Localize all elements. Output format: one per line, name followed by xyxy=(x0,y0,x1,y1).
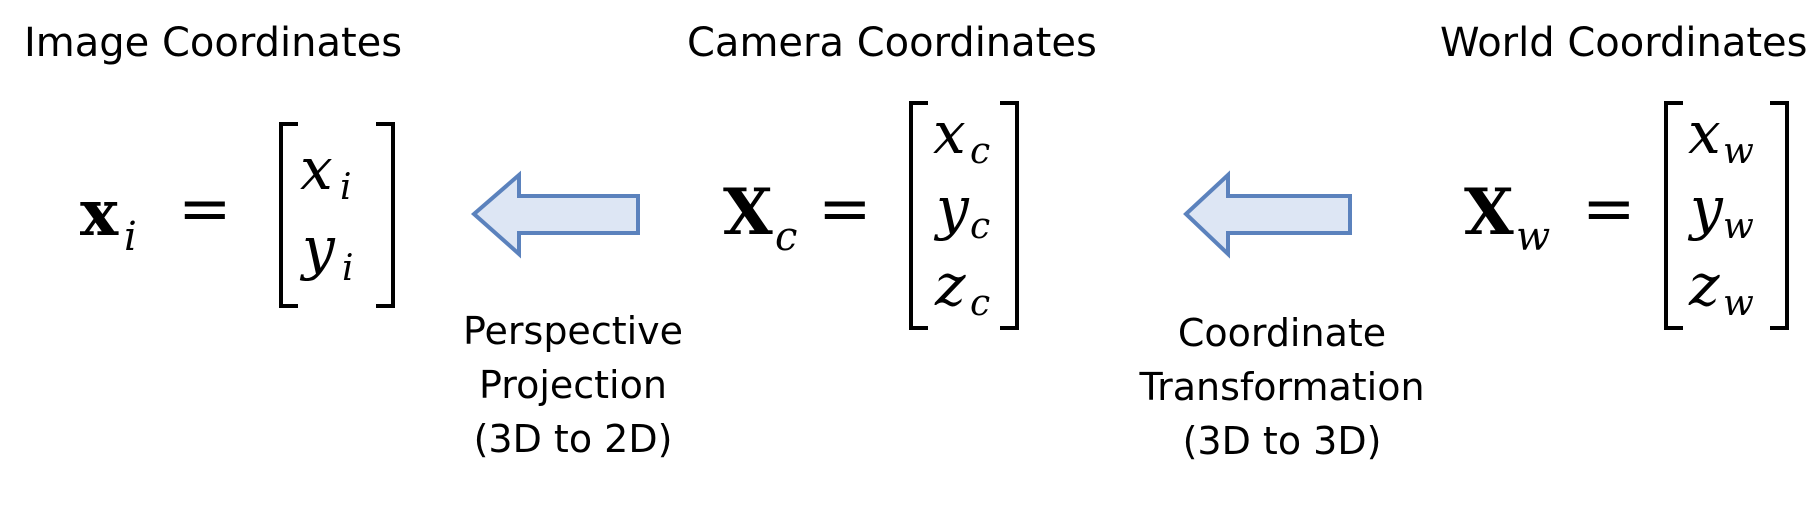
camera-entry-z: z xyxy=(935,251,966,319)
world-left-bracket xyxy=(1666,103,1683,328)
camera-vector-row xyxy=(934,251,990,324)
projection-caption-line: Perspective xyxy=(462,309,684,353)
image-vector-row xyxy=(300,135,352,208)
image-right-bracket xyxy=(376,124,393,306)
transformation-caption xyxy=(1138,311,1424,463)
camera-entry-x: x xyxy=(933,99,966,167)
heading-camera-coordinates: Camera Coordinates xyxy=(687,20,1097,66)
world-subscript: w xyxy=(1516,214,1551,260)
camera-equals: = xyxy=(818,172,872,246)
image-equals: = xyxy=(178,172,232,246)
image-entry-x-sub: i xyxy=(340,167,352,208)
image-entry-x: x xyxy=(300,135,333,203)
image-vector-row xyxy=(299,214,354,289)
transformation-caption-line: (3D to 3D) xyxy=(1182,419,1382,463)
heading-world-coordinates: World Coordinates xyxy=(1440,20,1808,66)
world-vector-row xyxy=(1688,251,1754,324)
image-entry-y: y xyxy=(302,214,335,282)
camera-vector-row xyxy=(933,174,990,247)
camera-left-bracket xyxy=(911,103,928,328)
world-vector-row xyxy=(1688,99,1754,172)
world-entry-x-sub: w xyxy=(1723,131,1754,172)
image-symbol: x xyxy=(80,176,119,251)
image-coordinates-equation xyxy=(80,124,393,306)
world-entry-y: y xyxy=(1690,174,1723,242)
world-vector-row xyxy=(1687,174,1754,247)
image-left-bracket xyxy=(281,124,298,306)
camera-right-bracket xyxy=(1000,103,1017,328)
projection-caption-line: (3D to 2D) xyxy=(473,417,673,461)
heading-image-coordinates: Image Coordinates xyxy=(24,20,403,66)
world-entry-x: x xyxy=(1688,99,1721,167)
camera-vector-row xyxy=(933,99,990,172)
camera-entry-y: y xyxy=(936,174,969,242)
camera-entry-z-sub: c xyxy=(970,283,991,324)
camera-symbol: X xyxy=(723,175,773,250)
image-subscript: i xyxy=(124,214,137,260)
projection-caption-line: Projection xyxy=(479,363,667,407)
world-entry-z: z xyxy=(1689,251,1720,319)
camera-subscript: c xyxy=(775,214,798,260)
world-symbol: X xyxy=(1464,175,1514,250)
world-entry-y-sub: w xyxy=(1723,206,1754,247)
world-coordinates-equation xyxy=(1464,99,1787,328)
camera-entry-x-sub: c xyxy=(970,131,991,172)
camera-entry-y-sub: c xyxy=(970,206,991,247)
world-equals: = xyxy=(1582,172,1636,246)
projection-caption xyxy=(463,309,683,461)
transformation-caption-line: Transformation xyxy=(1139,365,1425,409)
world-right-bracket xyxy=(1770,103,1787,328)
transformation-arrow-icon xyxy=(1186,175,1350,254)
world-entry-z-sub: w xyxy=(1723,283,1754,324)
transformation-caption-line: Coordinate xyxy=(1177,311,1387,355)
camera-coordinates-equation xyxy=(723,99,1017,328)
image-entry-y-sub: i xyxy=(342,248,354,289)
projection-arrow-icon xyxy=(474,175,638,254)
